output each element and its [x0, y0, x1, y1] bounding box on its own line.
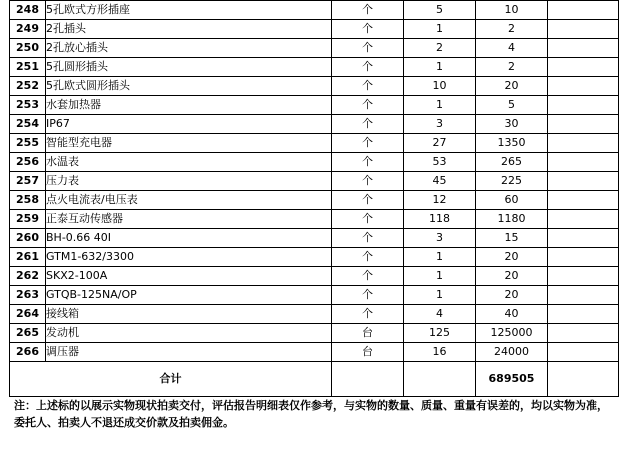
extra-cell [548, 77, 619, 96]
extra-cell [548, 267, 619, 286]
row-number: 263 [10, 286, 46, 305]
item-name: 点火电流表/电压表 [46, 191, 332, 210]
table-row [10, 39, 619, 58]
table-row [10, 267, 619, 286]
item-name: 2孔放心插头 [46, 39, 332, 58]
item-unit: 个 [332, 96, 404, 115]
item-unit: 个 [332, 210, 404, 229]
row-number: 249 [10, 20, 46, 39]
table-row [10, 248, 619, 267]
item-value: 5 [476, 96, 548, 115]
extra-cell [548, 58, 619, 77]
inventory-table [9, 0, 619, 397]
item-quantity: 1 [404, 286, 476, 305]
row-number: 260 [10, 229, 46, 248]
item-name: 5孔欧式圆形插头 [46, 77, 332, 96]
extra-cell [548, 153, 619, 172]
item-unit: 个 [332, 286, 404, 305]
row-number: 258 [10, 191, 46, 210]
item-unit: 台 [332, 324, 404, 343]
item-value: 60 [476, 191, 548, 210]
total-value: 689505 [476, 362, 548, 397]
row-number: 256 [10, 153, 46, 172]
item-value: 1350 [476, 134, 548, 153]
table-row [10, 343, 619, 362]
item-value: 30 [476, 115, 548, 134]
table-row [10, 134, 619, 153]
item-quantity: 118 [404, 210, 476, 229]
item-quantity: 1 [404, 267, 476, 286]
item-value: 2 [476, 58, 548, 77]
item-quantity: 12 [404, 191, 476, 210]
item-value: 1180 [476, 210, 548, 229]
item-quantity: 27 [404, 134, 476, 153]
item-quantity: 16 [404, 343, 476, 362]
item-name: 发动机 [46, 324, 332, 343]
item-value: 2 [476, 20, 548, 39]
table-row [10, 229, 619, 248]
item-quantity: 1 [404, 20, 476, 39]
item-unit: 个 [332, 77, 404, 96]
row-number: 252 [10, 77, 46, 96]
item-quantity: 1 [404, 96, 476, 115]
table-row [10, 286, 619, 305]
item-unit: 个 [332, 1, 404, 20]
total-row [10, 362, 619, 397]
extra-cell [548, 20, 619, 39]
table-row [10, 172, 619, 191]
item-unit: 个 [332, 153, 404, 172]
item-value: 40 [476, 305, 548, 324]
extra-cell [548, 191, 619, 210]
table-row [10, 20, 619, 39]
extra-cell [548, 134, 619, 153]
item-unit: 个 [332, 134, 404, 153]
item-value: 24000 [476, 343, 548, 362]
table-row [10, 115, 619, 134]
row-number: 250 [10, 39, 46, 58]
item-unit: 个 [332, 39, 404, 58]
table-row [10, 191, 619, 210]
item-value: 225 [476, 172, 548, 191]
item-name: GTQB-125NA/OP [46, 286, 332, 305]
item-unit: 个 [332, 115, 404, 134]
extra-cell [548, 96, 619, 115]
item-quantity: 10 [404, 77, 476, 96]
total-extra-cell [548, 362, 619, 397]
item-unit: 个 [332, 20, 404, 39]
item-name: 5孔圆形插头 [46, 58, 332, 77]
item-quantity: 53 [404, 153, 476, 172]
item-quantity: 1 [404, 248, 476, 267]
table-row [10, 77, 619, 96]
item-value: 125000 [476, 324, 548, 343]
item-quantity: 45 [404, 172, 476, 191]
item-value: 20 [476, 248, 548, 267]
table-row [10, 153, 619, 172]
row-number: 266 [10, 343, 46, 362]
item-quantity: 1 [404, 58, 476, 77]
item-name: 2孔插头 [46, 20, 332, 39]
row-number: 251 [10, 58, 46, 77]
item-value: 10 [476, 1, 548, 20]
item-unit: 个 [332, 229, 404, 248]
item-value: 20 [476, 77, 548, 96]
item-name: 水套加热器 [46, 96, 332, 115]
table-row [10, 1, 619, 20]
item-value: 20 [476, 286, 548, 305]
item-quantity: 5 [404, 1, 476, 20]
item-name: 5孔欧式方形插座 [46, 1, 332, 20]
disclaimer-note: 注：上述标的以展示实物现状拍卖交付，评估报告明细表仅作参考，与实物的数量、质量、重量有误差的，均以实物为准，委托人、拍卖人不退还成交价款及拍卖佣金。 [14, 399, 608, 429]
item-name: IP67 [46, 115, 332, 134]
row-number: 257 [10, 172, 46, 191]
row-number: 259 [10, 210, 46, 229]
item-name: 接线箱 [46, 305, 332, 324]
extra-cell [548, 286, 619, 305]
item-value: 4 [476, 39, 548, 58]
row-number: 265 [10, 324, 46, 343]
total-qty-cell [404, 362, 476, 397]
item-quantity: 3 [404, 229, 476, 248]
item-unit: 个 [332, 58, 404, 77]
item-unit: 个 [332, 248, 404, 267]
extra-cell [548, 172, 619, 191]
row-number: 262 [10, 267, 46, 286]
item-name: 智能型充电器 [46, 134, 332, 153]
row-number: 264 [10, 305, 46, 324]
extra-cell [548, 229, 619, 248]
extra-cell [548, 305, 619, 324]
table-row [10, 58, 619, 77]
item-name: 正泰互动传感器 [46, 210, 332, 229]
item-quantity: 4 [404, 305, 476, 324]
extra-cell [548, 343, 619, 362]
item-value: 265 [476, 153, 548, 172]
total-label: 合计 [10, 362, 332, 397]
item-name: 调压器 [46, 343, 332, 362]
item-quantity: 2 [404, 39, 476, 58]
row-number: 253 [10, 96, 46, 115]
extra-cell [548, 210, 619, 229]
item-name: BH-0.66 40I [46, 229, 332, 248]
item-name: 压力表 [46, 172, 332, 191]
item-quantity: 3 [404, 115, 476, 134]
table-row [10, 210, 619, 229]
row-number: 261 [10, 248, 46, 267]
extra-cell [548, 39, 619, 58]
table-row [10, 324, 619, 343]
item-name: 水温表 [46, 153, 332, 172]
total-unit-cell [332, 362, 404, 397]
table-row [10, 305, 619, 324]
item-name: GTM1-632/3300 [46, 248, 332, 267]
item-value: 15 [476, 229, 548, 248]
item-unit: 个 [332, 191, 404, 210]
table-row [10, 96, 619, 115]
row-number: 248 [10, 1, 46, 20]
extra-cell [548, 1, 619, 20]
extra-cell [548, 324, 619, 343]
item-unit: 个 [332, 172, 404, 191]
item-unit: 台 [332, 343, 404, 362]
item-unit: 个 [332, 267, 404, 286]
item-value: 20 [476, 267, 548, 286]
row-number: 254 [10, 115, 46, 134]
row-number: 255 [10, 134, 46, 153]
extra-cell [548, 248, 619, 267]
item-unit: 个 [332, 305, 404, 324]
item-quantity: 125 [404, 324, 476, 343]
extra-cell [548, 115, 619, 134]
item-name: SKX2-100A [46, 267, 332, 286]
